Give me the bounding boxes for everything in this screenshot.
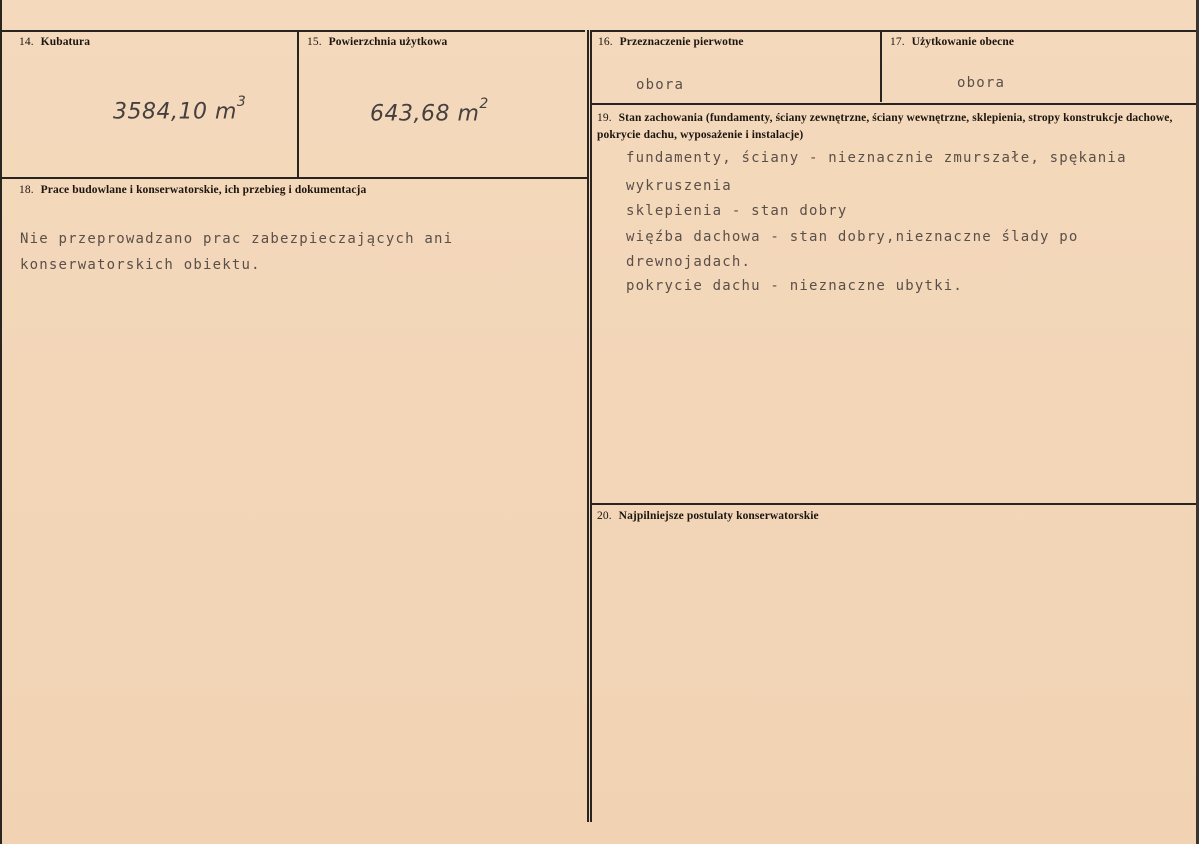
field-14-title: Kubatura — [40, 36, 91, 48]
field-19-line-6: pokrycie dachu - nieznaczne ubytki. — [626, 278, 964, 294]
field-15-title: Powierzchnia użytkowa — [328, 36, 448, 48]
field-19-line-1: fundamenty, ściany - nieznacznie zmurszałe, spękania — [626, 150, 1127, 166]
field-20-label — [597, 510, 819, 522]
field-14-label — [19, 36, 90, 48]
divider-16-17 — [880, 30, 882, 102]
field-19-line-5: drewnojadach. — [626, 254, 752, 270]
field-18-line-2: konserwatorskich obiektu. — [20, 257, 261, 273]
field-15-number: 15. — [307, 36, 322, 48]
field-19-line-4: więźba dachowa - stan dobry,nieznaczne ślady po — [626, 229, 1079, 245]
field-19-title: Stan zachowania (fundamenty, ściany zewnętrzne, ściany wewnętrzne, sklepienia, stropy konstrukcje dachowe, pokrycie dachu, wyposażenie i instalacje) — [597, 112, 1173, 141]
field-14-value — [113, 94, 247, 125]
field-14-number: 14. — [19, 36, 34, 48]
card-left-edge — [0, 0, 2, 844]
center-divider — [587, 30, 589, 822]
field-20-title: Najpilniejsze postulaty konserwatorskie — [618, 510, 819, 522]
right-inner-divider — [590, 30, 592, 822]
divider-15-18 — [2, 177, 587, 179]
field-16-label — [598, 36, 744, 48]
field-17-label — [890, 36, 1014, 48]
area-value: 643,68 m — [370, 101, 480, 127]
area-unit-exponent: 2 — [479, 96, 489, 112]
field-15-label — [307, 36, 447, 48]
field-17-number: 17. — [890, 36, 905, 48]
field-19-label — [597, 110, 1177, 144]
field-18-number: 18. — [19, 184, 34, 196]
field-19-line-3: sklepienia - stan dobry — [626, 203, 848, 219]
field-15-value — [370, 96, 489, 127]
top-border-right — [590, 30, 1196, 32]
field-19-number: 19. — [597, 112, 612, 124]
field-20-number: 20. — [597, 510, 612, 522]
field-17-value: obora — [957, 75, 1006, 91]
field-19-line-2: wykruszenia — [626, 178, 732, 194]
field-18-line-1: Nie przeprowadzano prac zabezpieczających ani — [20, 231, 454, 247]
divider-19-20 — [590, 503, 1196, 505]
field-16-value: obora — [636, 77, 685, 93]
divider-14-15 — [297, 30, 299, 178]
field-18-label — [19, 184, 366, 196]
field-18-title: Prace budowlane i konserwatorskie, ich przebieg i dokumentacja — [40, 184, 367, 196]
field-17-title: Użytkowanie obecne — [911, 36, 1015, 48]
divider-16-19 — [590, 103, 1196, 105]
volume-value: 3584,10 m — [113, 99, 237, 125]
field-16-number: 16. — [598, 36, 613, 48]
field-16-title: Przeznaczenie pierwotne — [619, 36, 744, 48]
top-border-left — [2, 30, 585, 32]
volume-unit-exponent: 3 — [236, 94, 247, 110]
